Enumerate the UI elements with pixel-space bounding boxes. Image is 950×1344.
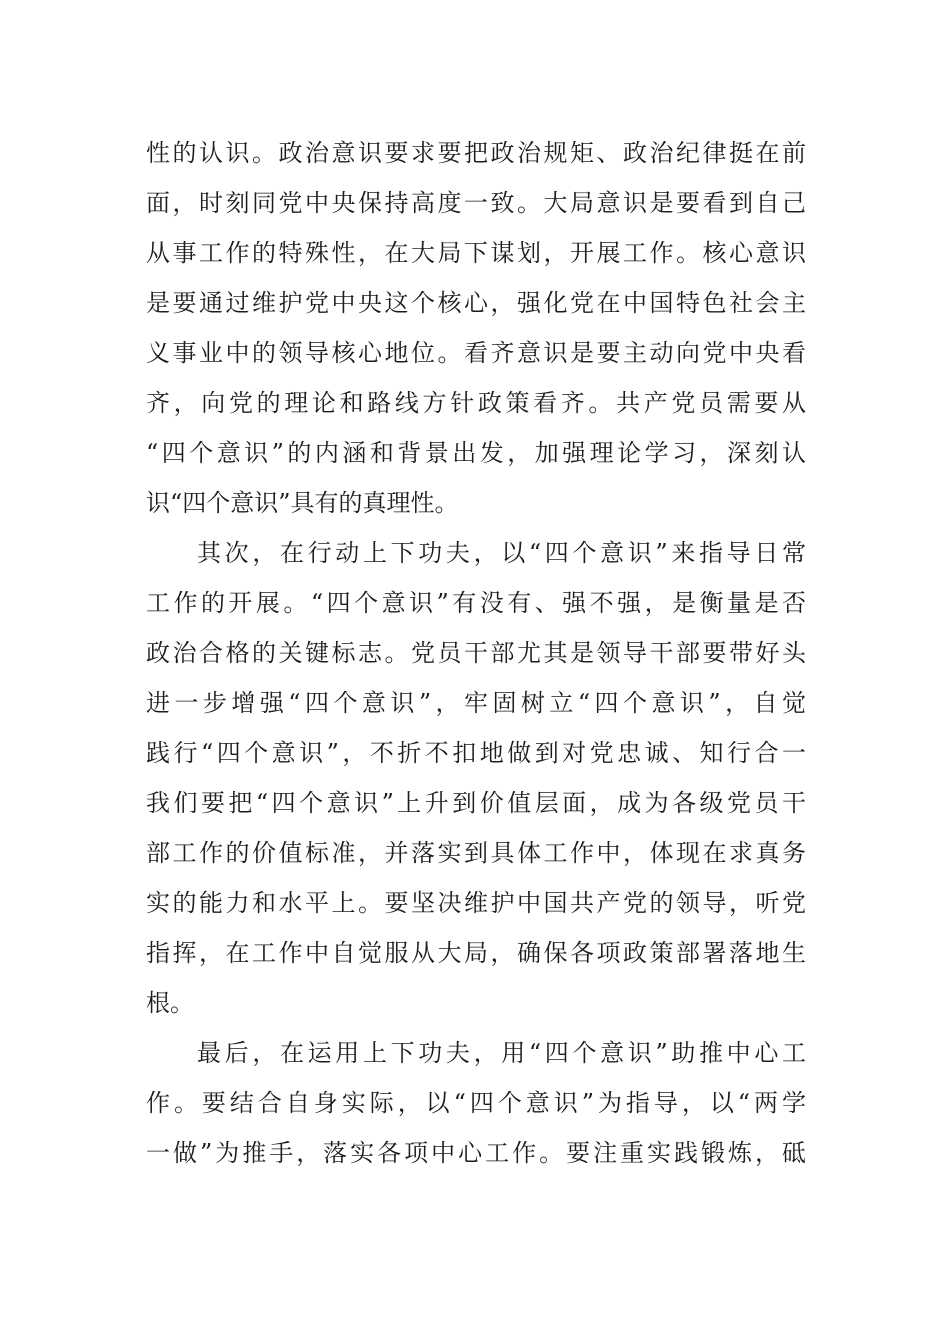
text-line: 我们要把“四个意识”上升到价值层面，成为各级党员干: [146, 789, 806, 817]
text-line: 进一步增强“四个意识”，牢固树立“四个意识”，自觉: [146, 689, 806, 717]
text-line: 工作的开展。“四个意识”有没有、强不强，是衡量是否: [146, 589, 806, 617]
paragraph-first-line: 其次，在行动上下功夫，以“四个意识”来指导日常: [197, 539, 806, 567]
text-line: 面，时刻同党中央保持高度一致。大局意识是要看到自己: [146, 189, 806, 217]
text-line: 部工作的价值标准，并落实到具体工作中，体现在求真务: [146, 839, 806, 867]
paragraph-first-line: 最后，在运用上下功夫，用“四个意识”助推中心工: [197, 1039, 806, 1067]
text-line: 义事业中的领导核心地位。看齐意识是要主动向党中央看: [146, 339, 806, 367]
text-line: 识“四个意识”具有的真理性。: [146, 489, 459, 517]
text-line: 性的认识。政治意识要求要把政治规矩、政治纪律挺在前: [146, 139, 806, 167]
text-line: 指挥，在工作中自觉服从大局，确保各项政策部署落地生: [146, 939, 806, 967]
text-line: 齐，向党的理论和路线方针政策看齐。共产党员需要从: [146, 389, 806, 417]
text-line: 一做”为推手，落实各项中心工作。要注重实践锻炼，砥: [146, 1139, 806, 1167]
text-line: 践行“四个意识”，不折不扣地做到对党忠诚、知行合一: [146, 739, 806, 767]
text-line: 政治合格的关键标志。党员干部尤其是领导干部要带好头: [146, 639, 806, 667]
text-line: 作。要结合自身实际，以“四个意识”为指导，以“两学: [146, 1089, 806, 1117]
text-line: 实的能力和水平上。要坚决维护中国共产党的领导，听党: [146, 889, 806, 917]
text-line: 从事工作的特殊性，在大局下谋划，开展工作。核心意识: [146, 239, 806, 267]
text-line: “四个意识”的内涵和背景出发，加强理论学习，深刻认: [146, 439, 806, 467]
text-line: 根。: [146, 989, 194, 1017]
text-line: 是要通过维护党中央这个核心，强化党在中国特色社会主: [146, 289, 806, 317]
